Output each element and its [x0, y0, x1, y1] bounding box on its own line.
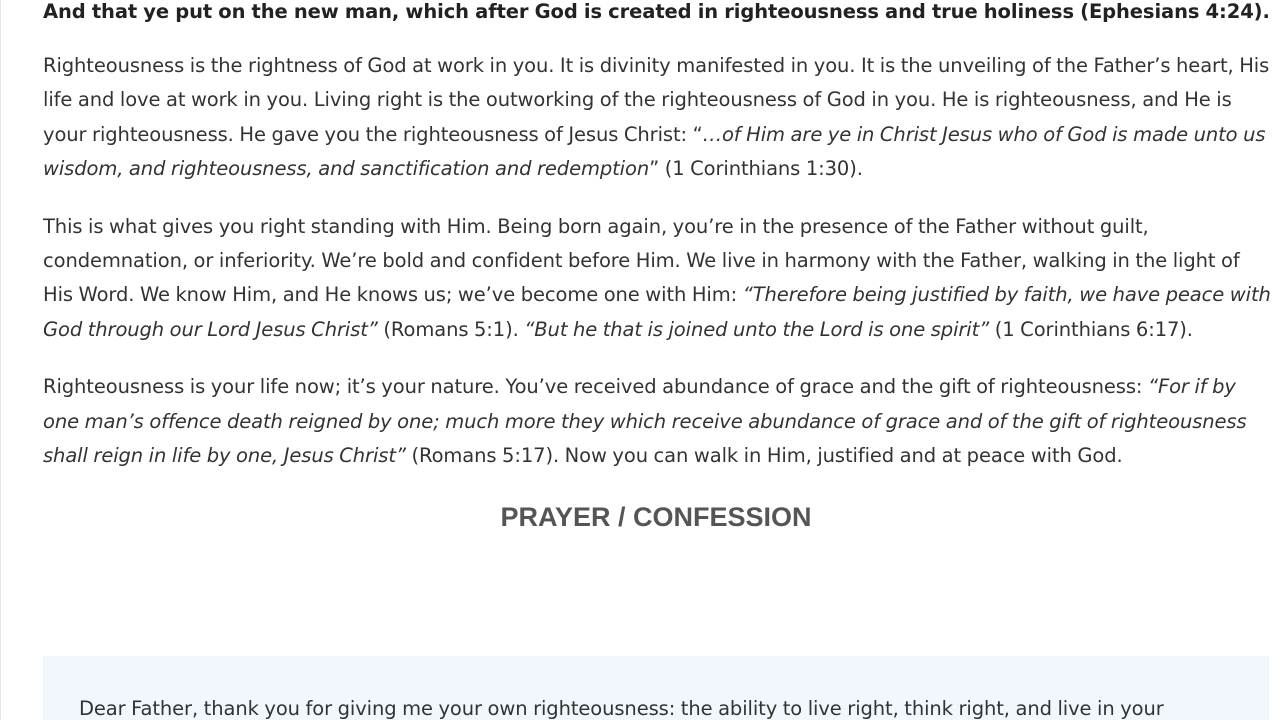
- scripture-quote: “Therefore being justified by faith, we have peace with God through our Lord Jesus Christ”: [43, 283, 1271, 341]
- paragraph: [43, 370, 1273, 473]
- scripture-lead: And that ye put on the new man, which after God is created in righteousness and true holiness (Ephesians 4:24).: [43, 0, 1270, 23]
- prayer-text: Dear Father, thank you for giving me your own righteousness: the ability to live right, think right, and live in your: [79, 697, 1164, 720]
- article-body: [43, 0, 1273, 535]
- section-heading: PRAYER / CONFESSION: [500, 502, 812, 533]
- paragraph: [43, 49, 1273, 187]
- paragraph-text: Righteousness is your life now; it’s your nature. You’ve received abundance of grace and the gift of righteousness:: [43, 375, 1148, 399]
- paragraph: [43, 210, 1273, 348]
- scripture-reference: (1 Corinthians 6:17).: [989, 317, 1193, 341]
- scripture-reference: (Romans 5:1).: [377, 317, 525, 341]
- paragraph-text: Righteousness is the rightness of God at work in you. It is divinity manifested in you. It is the unveiling of the Father’s heart, His life and love at work in you. Living right is the outworking of the righteousness of God in you. He is righteousness, and He is your righteousness. He gave you the righteousness of Jesus Christ: “: [43, 54, 1270, 146]
- scripture-quote: “For if by one man’s offence death reigned by one; much more they which receive abundance of grace and of the gift of righteousness shall reign in life by one, Jesus Christ”: [43, 375, 1247, 468]
- paragraph-text: This is what gives you right standing with Him. Being born again, you’re in the presence of the Father without guilt, condemnation, or inferiority. We’re bold and confident before Him. We live in harmony with the Father, walking in the light of His Word. We know Him, and He knows us; we’ve become one with Him:: [43, 214, 1240, 307]
- paragraph-text: (Romans 5:17). Now you can walk in Him, justified and at peace with God.: [405, 444, 1123, 468]
- scripture-reference: ” (1 Corinthians 1:30).: [649, 157, 863, 181]
- prayer-box: [43, 656, 1269, 720]
- scripture-quote: “But he that is joined unto the Lord is one spirit”: [524, 317, 990, 341]
- scripture-quote: …of Him are ye in Christ Jesus who of God is made unto us wisdom, and righteousness, and sanctification and redemption: [43, 122, 1266, 181]
